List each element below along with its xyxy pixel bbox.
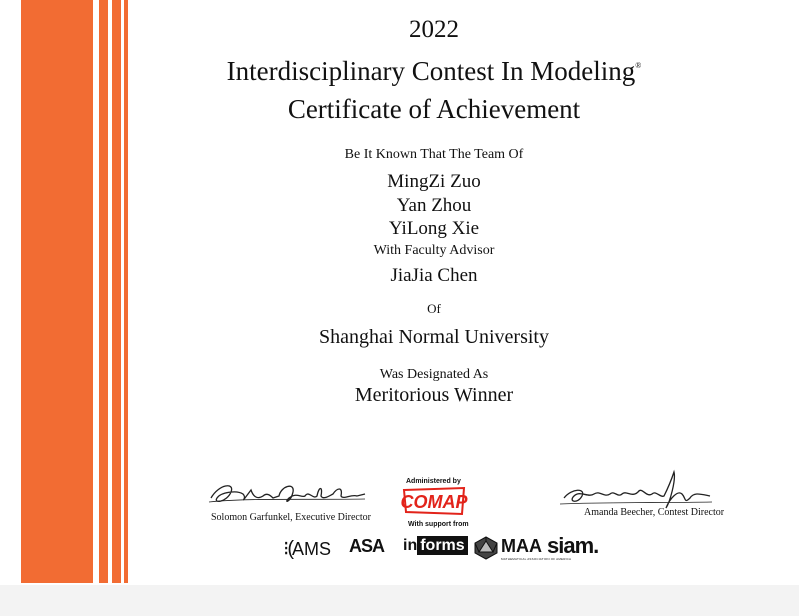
team-member: MingZi Zuo	[387, 171, 481, 192]
university-name: Shanghai Normal University	[319, 326, 549, 348]
maa-logo-text: MAA	[501, 536, 542, 556]
asa-logo-text: ASA	[349, 536, 385, 556]
ams-logo-text: AMS	[292, 539, 332, 559]
asa-logo	[349, 536, 384, 557]
informs-logo-prefix: in	[403, 537, 418, 554]
signature-left-caption: Solomon Garfunkel, Executive Director	[211, 512, 371, 523]
informs-logo-inverted: forms	[417, 536, 467, 555]
contest-title	[128, 56, 740, 87]
comap-logo	[398, 486, 470, 516]
siam-logo-text: siam.	[547, 533, 599, 558]
page-bottom-margin	[0, 585, 799, 616]
maa-logo-subtitle: MATHEMATICAL ASSOCIATION OF AMERICA	[501, 557, 572, 561]
informs-logo	[403, 537, 468, 555]
of-label: Of	[427, 301, 441, 316]
contest-title-text: Interdisciplinary Contest In Modeling	[226, 56, 636, 86]
decorative-stripe	[21, 0, 93, 583]
registered-mark: ®	[635, 61, 642, 70]
advisor-label: With Faculty Advisor	[373, 243, 495, 258]
decorative-stripe	[99, 0, 108, 583]
award-title: Meritorious Winner	[354, 384, 514, 406]
ams-logo	[283, 536, 331, 561]
team-member: YiLong Xie	[388, 218, 480, 239]
team-label: Be It Known That The Team Of	[344, 147, 524, 162]
decorative-stripe	[112, 0, 121, 583]
siam-logo	[547, 533, 598, 559]
signature-right-caption: Amanda Beecher, Contest Director	[584, 507, 725, 518]
advisor-name: JiaJia Chen	[390, 265, 478, 286]
with-support-from-label: With support from	[408, 521, 469, 528]
certificate-title: Certificate of Achievement	[287, 94, 581, 124]
decorative-stripe	[124, 0, 128, 583]
team-member: Yan Zhou	[396, 195, 472, 216]
comap-logo-text: COMAP	[400, 492, 468, 512]
administered-by-label: Administered by	[406, 478, 461, 485]
designation-label: Was Designated As	[379, 367, 489, 382]
ams-emblem-icon: ⁝(	[283, 538, 293, 560]
certificate-year: 2022	[409, 16, 459, 43]
maa-icosahedron-icon	[473, 536, 499, 560]
